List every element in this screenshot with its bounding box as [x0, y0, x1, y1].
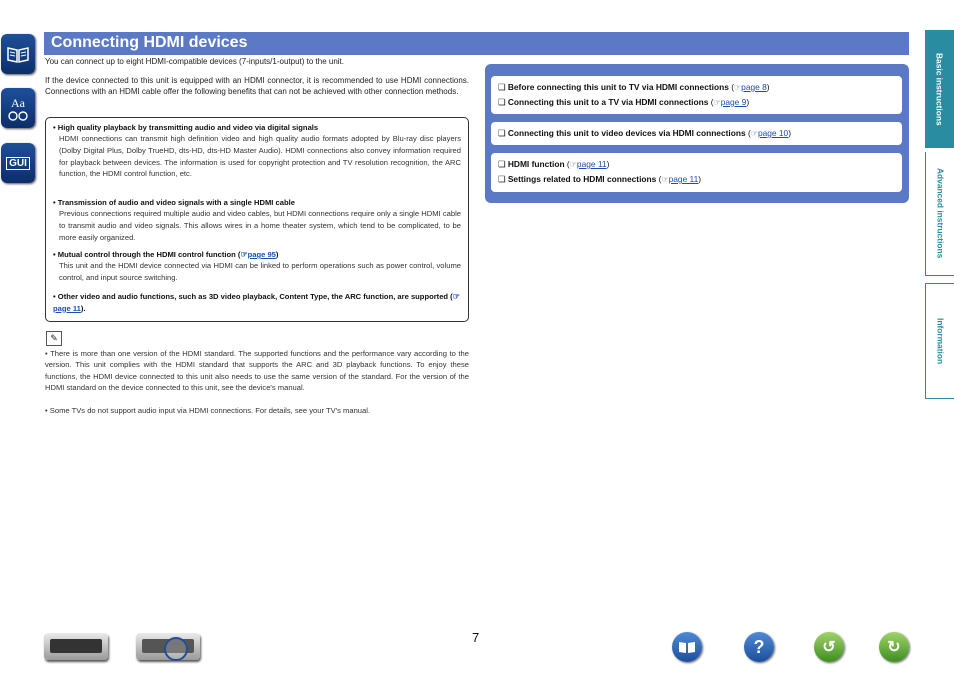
intro-paragraph-2: If the device connected to this unit is equipped with an HDMI connector, it is recommended to use HDMI connections. Connections with an HDMI cable offer the following benefits that can not be achieved with other connection methods. — [45, 76, 469, 96]
related-link[interactable]: ❏ Before connecting this unit to TV via HDMI connections (☞page 8) — [498, 82, 770, 92]
related-link[interactable]: ❏ Connecting this unit to a TV via HDMI connections (☞page 9) — [498, 97, 750, 107]
forward-icon[interactable]: ↻ — [879, 632, 909, 662]
glossary-icon-label: Aa — [11, 95, 25, 110]
note-item: • There is more than one version of the HDMI standard. The supported functions and the performance vary according to the version. This unit complies with the HDMI standard that supports the ARC and 3D playback functions. To enjoy these functions, the HDMI device connected to this unit also needs to use the same version of the standard. For the version of the HDMI standard on the device connected to this unit, see the device's manual. — [45, 349, 469, 393]
pencil-memo-icon: ✎ — [46, 331, 62, 346]
related-links-group — [491, 76, 902, 114]
tab-information[interactable] — [925, 283, 954, 399]
gui-icon-label: GUI — [6, 157, 30, 170]
rear-panel-button[interactable] — [136, 633, 200, 660]
page-link[interactable]: page 95 — [247, 250, 276, 259]
back-icon[interactable]: ↺ — [814, 632, 844, 662]
benefit-heading: • Transmission of audio and video signals with a single HDMI cable — [53, 198, 295, 207]
hand-pointer-icon: ☞ — [569, 160, 577, 169]
gui-icon[interactable] — [1, 143, 35, 183]
related-link[interactable]: ❏ Settings related to HDMI connections (☞page 11) — [498, 174, 702, 184]
note-item: • Some TVs do not support audio input via HDMI connections. For details, see your TV's manual. — [45, 406, 371, 415]
page-title-bar — [44, 32, 909, 55]
related-links-group — [491, 122, 902, 145]
benefit-heading: • Mutual control through the HDMI control function (☞page 95) — [53, 250, 279, 259]
hand-pointer-icon: ☞ — [240, 250, 248, 259]
page-number: 7 — [472, 630, 480, 645]
book-icon[interactable] — [672, 632, 702, 662]
benefit-heading: • High quality playback by transmitting audio and video via digital signals — [53, 123, 319, 132]
tab-label: Information — [935, 317, 946, 365]
tab-basic-instructions[interactable] — [925, 30, 954, 148]
related-link[interactable]: ❏ HDMI function (☞page 11) — [498, 159, 610, 169]
contents-book-icon[interactable] — [1, 34, 35, 74]
hand-pointer-icon: ☞ — [734, 83, 742, 92]
magnifier-icon — [164, 637, 188, 661]
page-link[interactable]: page 11 — [53, 303, 81, 313]
benefit-body: HDMI connections can transmit high definition video and high quality audio formats adopted by Blu-ray disc players (Dolby Digital Plus, Dolby TrueHD, dts-HD, dts-HD Master Audio). HDMI connections also convey information required for playback between devices. The information is used for copyright protection and TV resolution recognition, the ARC function, the HDMI control function, etc. — [59, 134, 461, 179]
hand-pointer-icon: ☞ — [452, 292, 460, 301]
hand-pointer-icon: ☞ — [713, 98, 721, 107]
benefits-box — [45, 117, 469, 322]
benefit-body: This unit and the HDMI device connected via HDMI can be linked to perform operations such as power control, volume control, and input source switching. — [59, 261, 461, 282]
tab-label: Basic instructions — [934, 52, 945, 126]
help-icon[interactable]: ? — [744, 632, 774, 662]
page-title: Connecting HDMI devices — [51, 34, 248, 51]
hand-pointer-icon: ☞ — [661, 175, 669, 184]
receiver-icon — [50, 639, 102, 653]
glossary-icon[interactable] — [1, 88, 35, 128]
intro-paragraph-1: You can connect up to eight HDMI-compatible devices (7-inputs/1-output) to the unit. — [45, 57, 344, 66]
benefit-heading: • Other video and audio functions, such as 3D video playback, Content Type, the ARC function, are supported (☞page 11). — [53, 292, 460, 313]
hand-pointer-icon: ☞ — [750, 129, 758, 138]
front-panel-button[interactable] — [44, 633, 108, 660]
tab-advanced-instructions[interactable] — [925, 152, 954, 276]
benefit-body: Previous connections required multiple audio and video cables, but HDMI connections require only a single HDMI cable to transmit audio and video signals. This allows wires in a home theater system, which tend to be complicated, to be more easily organized. — [59, 209, 461, 242]
tab-label: Advanced instructions — [935, 168, 946, 259]
related-links-group — [491, 153, 902, 192]
related-link[interactable]: ❏ Connecting this unit to video devices via HDMI connections (☞page 10) — [498, 128, 792, 138]
